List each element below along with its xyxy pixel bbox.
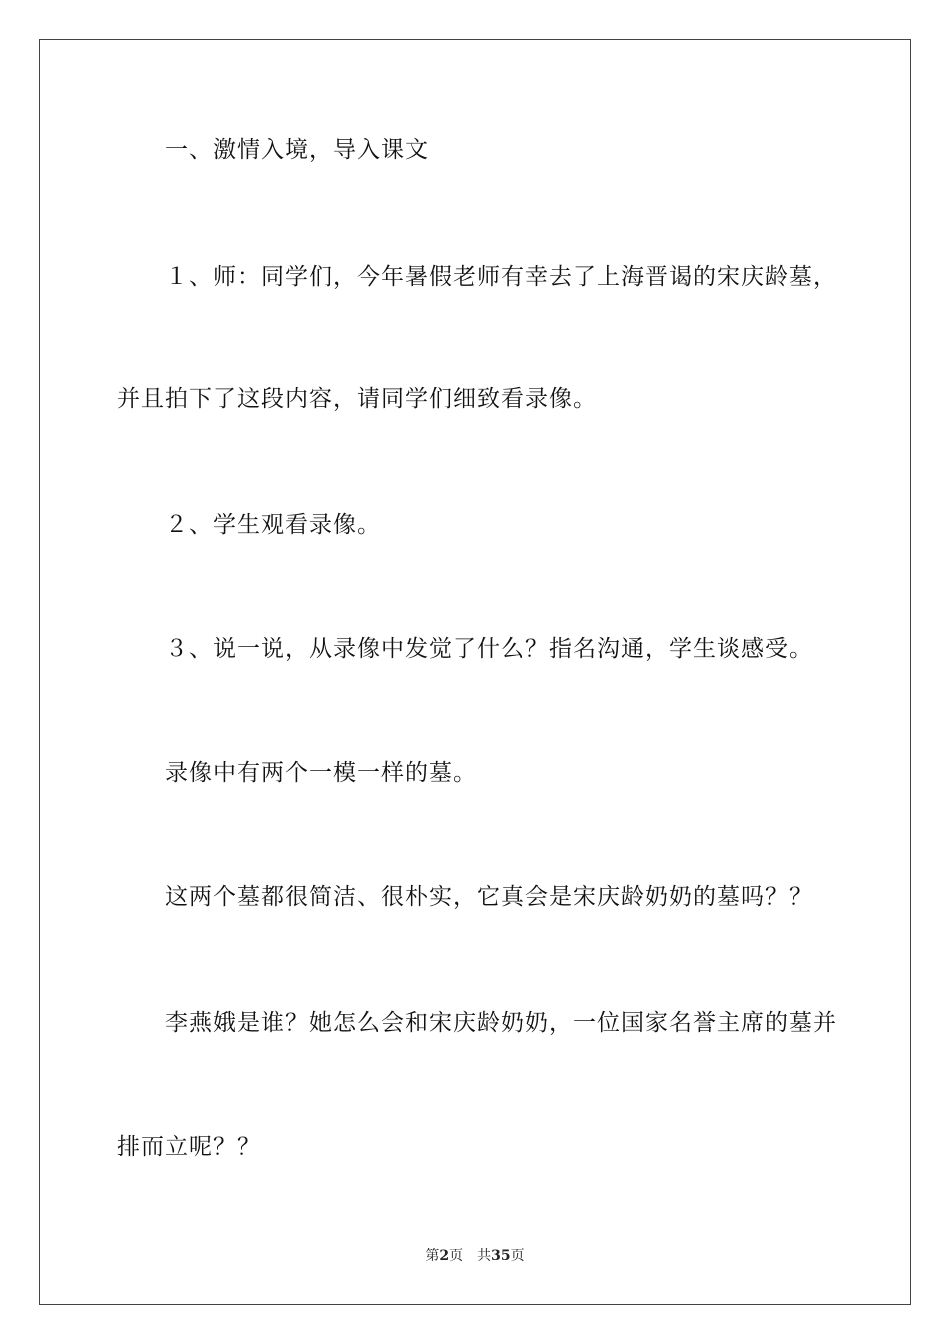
paragraph-6: 李燕娥是谁？她怎么会和宋庆龄奶奶，一位国家名誉主席的墓并 — [165, 1010, 837, 1036]
footer-total-number: 35 — [491, 1248, 511, 1264]
paragraph-3: ３、说一说，从录像中发觉了什么？指名沟通，学生谈感受。 — [165, 636, 813, 662]
footer-page-prefix: 第 — [425, 1248, 440, 1264]
footer-total-suffix: 页 — [510, 1248, 525, 1264]
paragraph-6-continued: 排而立呢？？ — [117, 1134, 261, 1160]
paragraph-1: １、师：同学们，今年暑假老师有幸去了上海晋谒的宋庆龄墓， — [165, 264, 837, 290]
page-border — [39, 39, 911, 1305]
paragraph-1-continued: 并且拍下了这段内容，请同学们细致看录像。 — [117, 386, 597, 412]
paragraph-5: 这两个墓都很简洁、很朴实，它真会是宋庆龄奶奶的墓吗？？ — [165, 884, 813, 910]
section-heading: 一、激情入境，导入课文 — [165, 137, 429, 163]
footer-page-number: 2 — [439, 1248, 450, 1264]
footer-page-suffix: 页 — [449, 1248, 464, 1264]
paragraph-2: ２、学生观看录像。 — [165, 512, 381, 538]
footer-total-prefix: 共 — [477, 1248, 492, 1264]
page-footer — [0, 1247, 950, 1265]
paragraph-4: 录像中有两个一模一样的墓。 — [165, 760, 477, 786]
